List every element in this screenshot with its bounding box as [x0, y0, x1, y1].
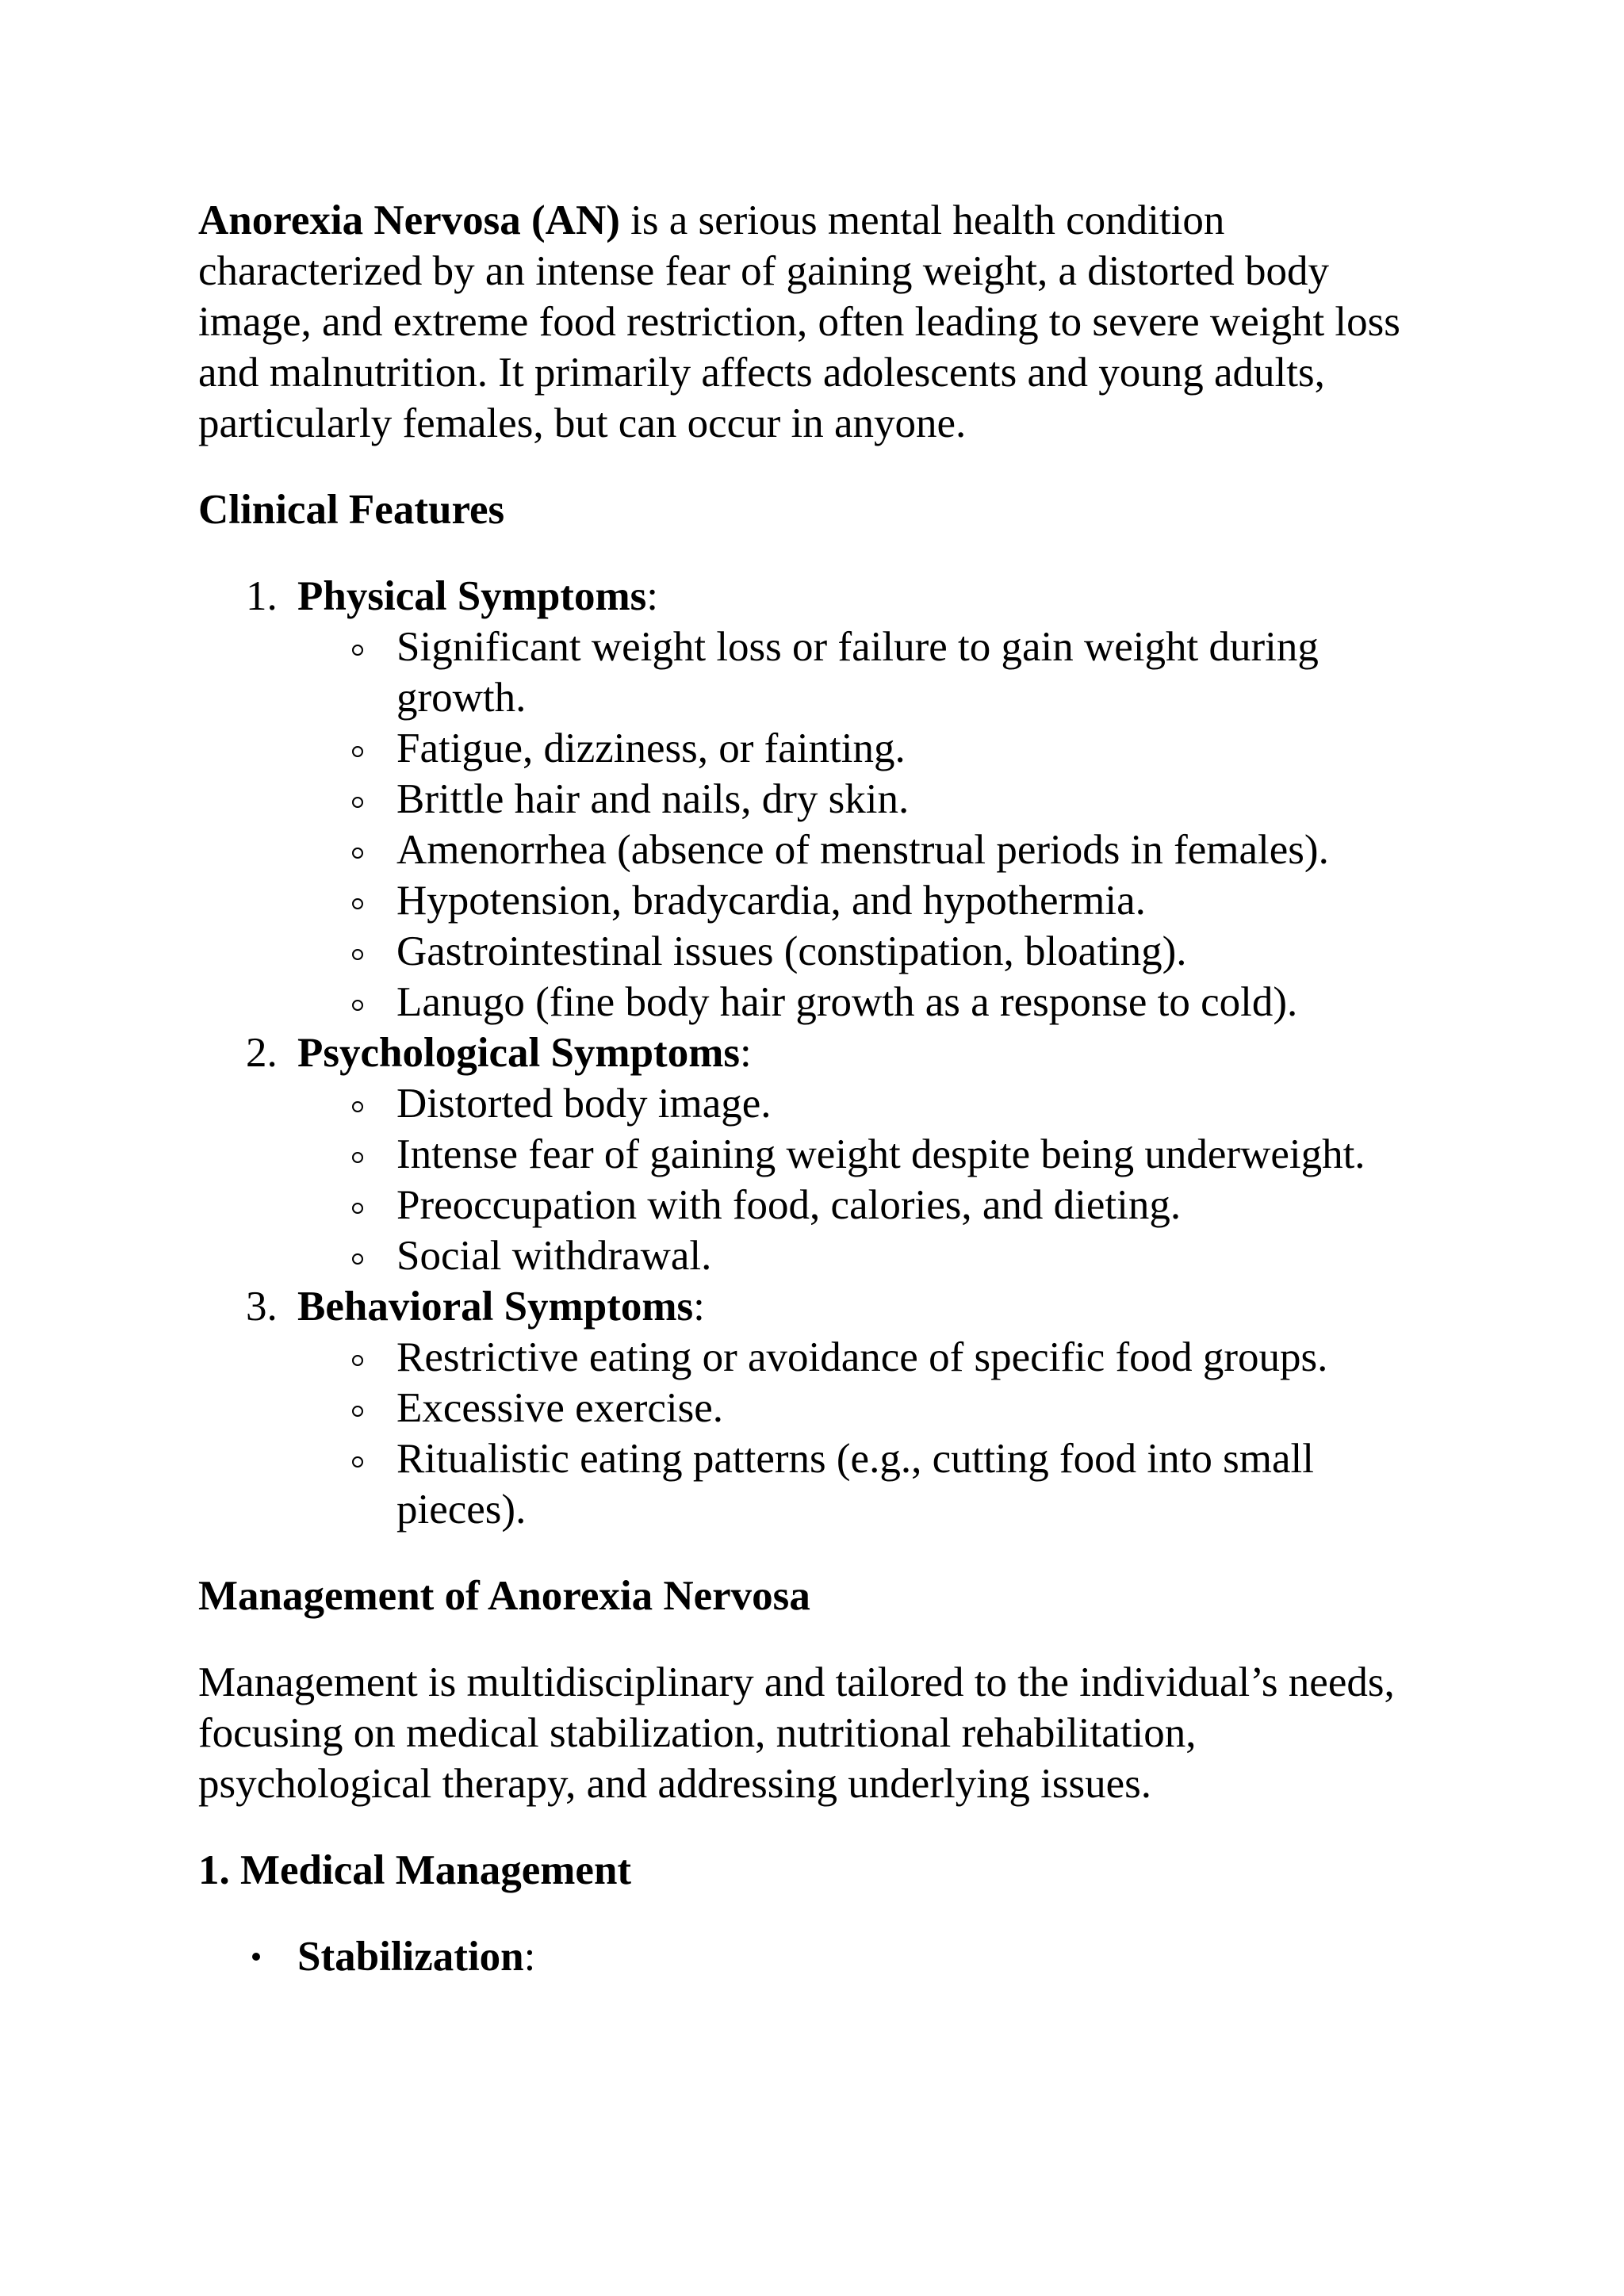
circle-bullet-icon	[352, 1253, 363, 1265]
bullet-dot-icon	[252, 1953, 260, 1961]
intro-paragraph	[198, 195, 1435, 449]
symptom-groups-list	[198, 571, 1435, 1535]
circle-bullet-icon	[352, 1152, 363, 1163]
list-item-text: Fatigue, dizziness, or fainting.	[396, 725, 906, 771]
title-colon: :	[646, 573, 658, 619]
circle-bullet-icon	[352, 746, 363, 757]
list-number: 1.	[246, 573, 278, 619]
group-title: Psychological Symptoms	[297, 1030, 740, 1076]
symptom-list	[297, 1078, 1435, 1281]
medical-management-heading: 1. Medical Management	[198, 1847, 632, 1893]
list-item-text: Significant weight loss or failure to gain weight during growth.	[396, 624, 1319, 721]
list-item-text: Ritualistic eating patterns (e.g., cutting food into small pieces).	[396, 1436, 1314, 1533]
circle-bullet-icon	[352, 1456, 363, 1468]
document-page	[198, 195, 1435, 1982]
list-item	[297, 622, 1435, 723]
circle-bullet-icon	[352, 797, 363, 808]
circle-bullet-icon	[352, 898, 363, 909]
list-item-text: Amenorrhea (absence of menstrual periods in females).	[396, 827, 1329, 873]
list-item-text: Intense fear of gaining weight despite being underweight.	[396, 1131, 1365, 1177]
list-number: 2.	[246, 1030, 278, 1076]
list-item	[297, 875, 1435, 926]
symptom-group	[198, 1281, 1435, 1535]
bullet-title: Stabilization	[297, 1934, 524, 1980]
symptom-list	[297, 1332, 1435, 1535]
list-item	[297, 825, 1435, 875]
list-item	[297, 1332, 1435, 1383]
symptom-list	[297, 622, 1435, 1027]
circle-bullet-icon	[352, 645, 363, 656]
list-item	[297, 1230, 1435, 1281]
list-item	[297, 774, 1435, 825]
management-paragraph: Management is multidisciplinary and tailored to the individual’s needs, focusing on medical stabilization, nutritional rehabilitation, psychological therapy, and addressing underlying issues.	[198, 1659, 1395, 1807]
list-item	[297, 1180, 1435, 1230]
list-item-text: Hypotension, bradycardia, and hypothermia.	[396, 878, 1146, 924]
circle-bullet-icon	[352, 949, 363, 960]
list-item	[297, 1433, 1435, 1535]
circle-bullet-icon	[352, 848, 363, 859]
list-item-text: Excessive exercise.	[396, 1385, 724, 1431]
group-title-line	[297, 1284, 705, 1330]
group-title: Behavioral Symptoms	[297, 1284, 694, 1330]
list-item	[297, 1383, 1435, 1433]
clinical-features-heading: Clinical Features	[198, 487, 505, 533]
symptom-group	[198, 571, 1435, 1027]
list-item	[297, 926, 1435, 977]
list-item-text: Brittle hair and nails, dry skin.	[396, 776, 910, 822]
symptom-group	[198, 1027, 1435, 1281]
group-title: Physical Symptoms	[297, 573, 647, 619]
title-colon: :	[693, 1284, 705, 1330]
list-item-text: Restrictive eating or avoidance of specific food groups.	[396, 1334, 1328, 1380]
circle-bullet-icon	[352, 1406, 363, 1417]
circle-bullet-icon	[352, 1355, 363, 1366]
list-item-text: Gastrointestinal issues (constipation, bloating).	[396, 928, 1187, 974]
title-colon: :	[739, 1030, 752, 1076]
list-item	[297, 1078, 1435, 1129]
list-item	[297, 1129, 1435, 1180]
list-number: 3.	[246, 1284, 278, 1330]
group-title-line	[297, 1030, 752, 1076]
list-item	[198, 1931, 1435, 1982]
circle-bullet-icon	[352, 1203, 363, 1214]
circle-bullet-icon	[352, 1000, 363, 1011]
list-item-text: Distorted body image.	[396, 1081, 772, 1127]
title-colon: :	[523, 1934, 536, 1980]
medical-management-list	[198, 1931, 1435, 1982]
list-item-text: Social withdrawal.	[396, 1233, 712, 1279]
list-item-text: Lanugo (fine body hair growth as a response to cold).	[396, 979, 1298, 1025]
intro-text: is a serious mental health condition characterized by an intense fear of gaining weight, a distorted body image, and extreme food restriction, often leading to severe weight loss and malnutrition. It primarily affects adolescents and young adults, particularly females, but can occur in anyone.	[198, 197, 1400, 446]
management-heading: Management of Anorexia Nervosa	[198, 1573, 810, 1619]
list-item-text: Preoccupation with food, calories, and dieting.	[396, 1182, 1182, 1228]
list-item	[297, 977, 1435, 1027]
group-title-line	[297, 573, 658, 619]
list-item	[297, 723, 1435, 774]
circle-bullet-icon	[352, 1101, 363, 1112]
intro-term: Anorexia Nervosa (AN)	[198, 197, 620, 243]
